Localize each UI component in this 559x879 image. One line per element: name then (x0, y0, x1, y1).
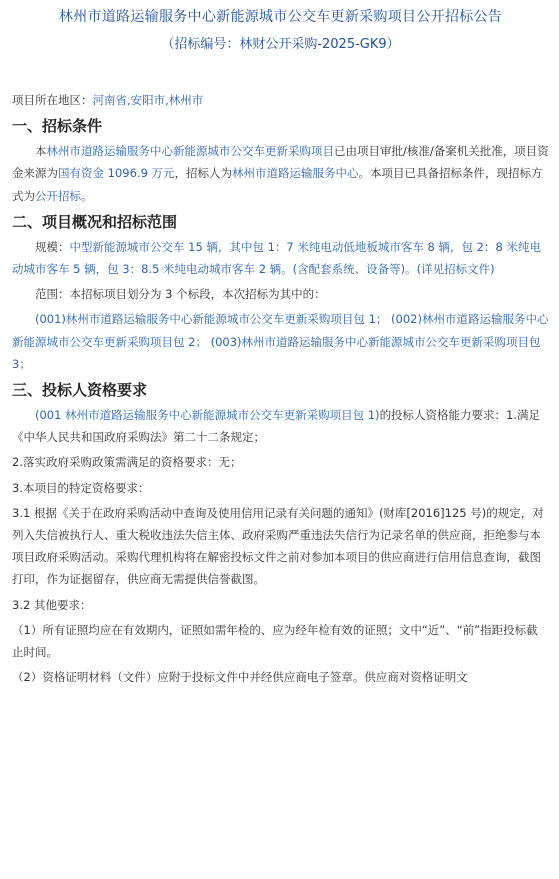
qual-req-intro: 的投标人资格能力要求：1.满足《中华人民共和国政府采购法》第二十二条规定； (12, 408, 541, 445)
section-heading-qualification: 三、投标人资格要求 (12, 381, 148, 400)
qualification-item-2: 2.落实政府采购政策需满足的资格要求：无； (12, 455, 242, 470)
qualification-item-3-2: 3.2 其他要求： (12, 597, 92, 612)
location-value: 河南省,安阳市,林州市 (92, 93, 204, 107)
qual-lot-ref: (001 林州市道路运输服务中心新能源城市公交车更新采购项目包 1) (35, 408, 380, 423)
qualification-intro (12, 404, 549, 448)
scale-text: 中型新能源城市公交车 15 辆，其中包 1：7 米纯电动低地板城市客车 8 辆，包 2：8 米纯电动城市客车 5 辆，包 3：8.5 米纯电动城市客车 2 辆。(含配套系统、设备等)。(详见招标文件) (12, 239, 541, 277)
section-heading-tender-conditions: 一、招标条件 (12, 117, 103, 136)
location-label: 项目所在地区： (12, 93, 93, 107)
tc-tail: 。 (81, 188, 93, 203)
tc-mid1: 已由项目审批/核准/备案机关批准，项目资金来源为 (12, 144, 549, 181)
tc-fund-source: 国有资金 1096.9 万元 (58, 166, 175, 181)
project-location (12, 89, 549, 111)
tc-project-name: 林州市道路运输服务中心新能源城市公交车更新采购项目 (46, 144, 334, 159)
qualification-item-3-1: 3.1 根据《关于在政府采购活动中查询及使用信用记录有关问题的通知》(财库[2016]125 号)的规定，对列入失信被执行人、重大税收违法失信主体、政府采购严重违法失信行为记录名单的供应商，拒绝参与本项目政府采购活动。采购代理机构将在解密投标文件之前对参加本项目的供应商进行信用信息查询，截图打印，作为证据留存，供应商无需提供信誉截图。 (12, 505, 544, 587)
tc-method: 公开招标 (35, 188, 81, 203)
page-title: 林州市道路运输服务中心新能源城市公交车更新采购项目公开招标公告 (58, 9, 503, 25)
qualification-item-3: 3.本项目的特定资格要求： (12, 480, 150, 495)
tc-mid2: ，招标人为 (174, 166, 233, 181)
tc-pre: 本 (35, 144, 47, 159)
section-heading-overview-scope: 二、项目概况和招标范围 (12, 212, 178, 231)
tc-end: 。本项目已具备招标条件，现招标方式为 (12, 166, 543, 203)
scale-paragraph (12, 236, 549, 280)
tender-number: （招标编号：林财公开采购-2025-GK9） (161, 37, 400, 52)
tender-conditions-paragraph (12, 140, 549, 207)
qualification-item-3-2-1: （1）所有证照均应在有效期内，证照如需年检的、应为经年检有效的证照；文中“近”、“前”指距投标截止时间。 (12, 622, 538, 660)
qualification-item-3-2-2: （2）资格证明材料（文件）应附于投标文件中并经供应商电子签章。供应商对资格证明文 (12, 670, 468, 685)
scale-label: 规模： (35, 239, 70, 254)
tc-tenderee: 林州市道路运输服务中心 (232, 166, 359, 181)
scope-paragraph: 范围：本招标项目划分为 3 个标段，本次招标为其中的： (35, 287, 326, 302)
lots-paragraph: (001)林州市道路运输服务中心新能源城市公交车更新采购项目包 1； (002)林州市道路运输服务中心新能源城市公交车更新采购项目包 2； (003)林州市道路运输服务中心新能源城市公交车更新采购项目包 3； (12, 312, 549, 371)
